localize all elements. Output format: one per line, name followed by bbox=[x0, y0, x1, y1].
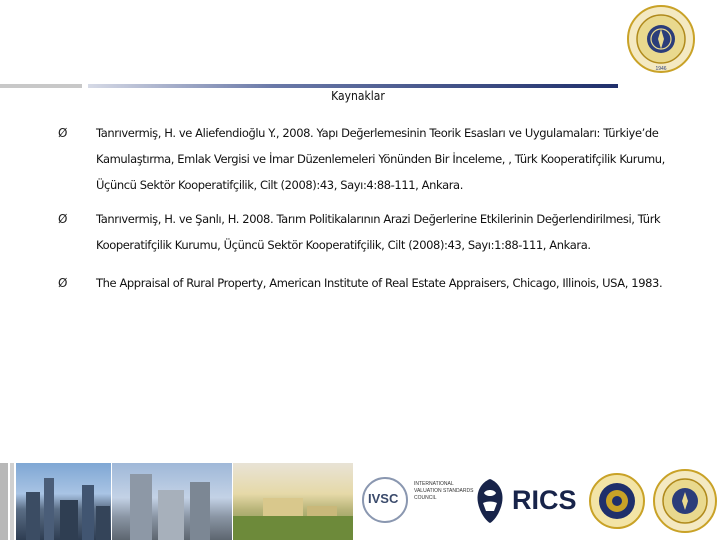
arrow-bullet-icon: Ø bbox=[58, 276, 68, 290]
footer-strip bbox=[0, 463, 8, 540]
svg-text:1946: 1946 bbox=[655, 66, 667, 72]
reference-line: The Appraisal of Rural Property, American Institute of Real Estate Appraisers, Chicago, Illinois, USA, 1983. bbox=[96, 276, 663, 290]
gold-seal-icon bbox=[588, 468, 646, 534]
header-rule-gradient bbox=[88, 84, 618, 88]
ankara-university-logo-icon bbox=[626, 4, 696, 74]
rics-logo-text: RICS bbox=[512, 485, 577, 515]
arrow-bullet-icon: Ø bbox=[58, 126, 68, 140]
reference-line: Kamulaştırma, Emlak Vergisi ve İmar Düzenlemeleri Yönünden Bir İnceleme, , Türk Kooperatifçilik Kurumu, bbox=[96, 152, 665, 166]
reference-line: Kooperatifçilik Kurumu, Üçüncü Sektör Kooperatifçilik, Cilt (2008):43, Sayı:1:88-111, Ankara. bbox=[96, 238, 591, 252]
rural-landscape-photo bbox=[233, 463, 353, 540]
rics-logo bbox=[472, 475, 580, 527]
city-skyline-photo bbox=[16, 463, 111, 540]
footer-strip bbox=[10, 463, 14, 540]
office-buildings-photo bbox=[112, 463, 232, 540]
footer-banner bbox=[0, 463, 720, 540]
ivsc-logo-text: IVSC bbox=[368, 491, 399, 506]
rics-lion-icon bbox=[472, 475, 508, 527]
reference-line: Tanrıvermiş, H. ve Şanlı, H. 2008. Tarım Politikalarının Arazi Değerlerine Etkilerinin Değerlendirilmesi, Türk bbox=[96, 212, 661, 226]
reference-line: Üçüncü Sektör Kooperatifçilik, Cilt (2008):43, Sayı:4:88-111, Ankara. bbox=[96, 178, 463, 192]
reference-line: Tanrıvermiş, H. ve Aliefendioğlu Y., 2008. Yapı Değerlemesinin Teorik Esasları ve Uygulamaları: Türkiye’de bbox=[96, 126, 659, 140]
ankara-university-footer-logo-icon bbox=[652, 466, 718, 536]
ivsc-logo-subtitle: INTERNATIONAL VALUATION STANDARDS COUNCIL bbox=[414, 481, 474, 501]
arrow-bullet-icon: Ø bbox=[58, 212, 68, 226]
page-title: Kaynaklar bbox=[331, 89, 385, 103]
ivsc-logo bbox=[362, 473, 472, 533]
header-rule-left bbox=[0, 84, 82, 88]
